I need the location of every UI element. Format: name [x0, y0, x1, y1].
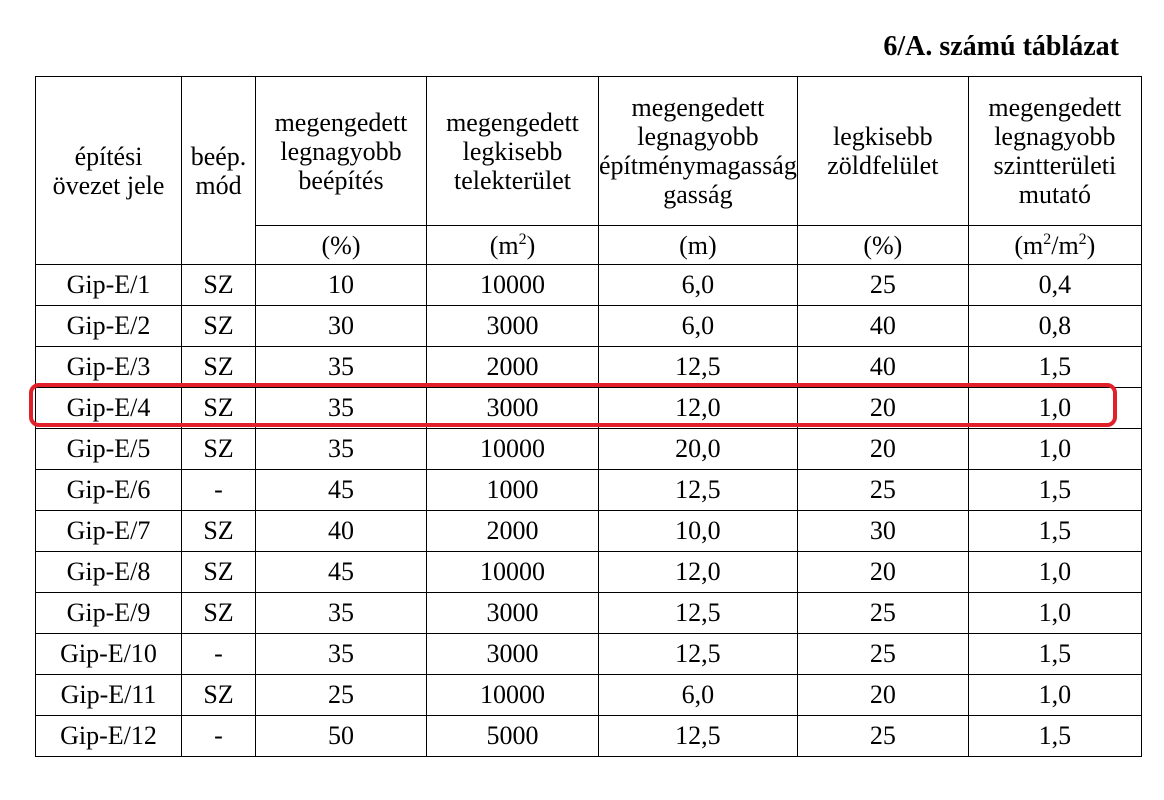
table-row [36, 675, 1142, 716]
cell-min-plot-area: 2000 [427, 347, 599, 388]
cell-zone-code: Gip-E/8 [36, 552, 182, 593]
cell-min-green-area: 25 [797, 470, 968, 511]
cell-floor-area-ratio: 0,4 [968, 265, 1141, 306]
cell-max-coverage: 10 [256, 265, 427, 306]
table-row [36, 552, 1142, 593]
cell-zone-code: Gip-E/10 [36, 634, 182, 675]
cell-building-mode: SZ [182, 265, 256, 306]
cell-min-plot-area: 10000 [427, 265, 599, 306]
cell-min-green-area: 20 [797, 388, 968, 429]
header-zone-code: építési övezet jele [36, 77, 182, 265]
cell-min-green-area: 40 [797, 347, 968, 388]
cell-min-green-area: 25 [797, 593, 968, 634]
cell-max-coverage: 30 [256, 306, 427, 347]
cell-zone-code: Gip-E/7 [36, 511, 182, 552]
cell-min-plot-area: 10000 [427, 675, 599, 716]
table-row [36, 511, 1142, 552]
cell-min-plot-area: 3000 [427, 306, 599, 347]
cell-floor-area-ratio: 1,5 [968, 716, 1141, 757]
cell-max-height: 12,5 [599, 716, 798, 757]
cell-max-coverage: 35 [256, 347, 427, 388]
cell-max-coverage: 35 [256, 388, 427, 429]
cell-max-height: 12,5 [599, 347, 798, 388]
cell-zone-code: Gip-E/9 [36, 593, 182, 634]
cell-building-mode: SZ [182, 306, 256, 347]
cell-min-plot-area: 2000 [427, 511, 599, 552]
cell-floor-area-ratio: 0,8 [968, 306, 1141, 347]
cell-zone-code: Gip-E/6 [36, 470, 182, 511]
cell-floor-area-ratio: 1,5 [968, 347, 1141, 388]
cell-zone-code: Gip-E/11 [36, 675, 182, 716]
cell-max-coverage: 35 [256, 634, 427, 675]
cell-building-mode: SZ [182, 675, 256, 716]
cell-min-green-area: 25 [797, 716, 968, 757]
cell-max-height: 12,0 [599, 552, 798, 593]
unit-percent-green: (%) [797, 226, 968, 265]
table-row [36, 716, 1142, 757]
cell-max-coverage: 50 [256, 716, 427, 757]
cell-building-mode: SZ [182, 552, 256, 593]
cell-max-height: 12,5 [599, 634, 798, 675]
cell-max-coverage: 45 [256, 470, 427, 511]
cell-building-mode: SZ [182, 593, 256, 634]
cell-zone-code: Gip-E/12 [36, 716, 182, 757]
table-row [36, 470, 1142, 511]
header-row [36, 77, 1142, 226]
highlight-box [29, 383, 1117, 427]
cell-zone-code: Gip-E/1 [36, 265, 182, 306]
cell-min-green-area: 25 [797, 634, 968, 675]
cell-min-green-area: 20 [797, 675, 968, 716]
cell-min-green-area: 25 [797, 265, 968, 306]
header-min-green-area: legkisebb zöldfelület [797, 77, 968, 226]
cell-min-green-area: 40 [797, 306, 968, 347]
table-row [36, 347, 1142, 388]
cell-building-mode: - [182, 716, 256, 757]
header-building-mode: beép. mód [182, 77, 256, 265]
cell-max-height: 20,0 [599, 429, 798, 470]
table-row [36, 593, 1142, 634]
header-max-coverage: megengedett legnagyobb beépítés [256, 77, 427, 226]
cell-min-plot-area: 5000 [427, 716, 599, 757]
cell-floor-area-ratio: 1,0 [968, 388, 1141, 429]
table-row [36, 306, 1142, 347]
unit-percent-coverage: (%) [256, 226, 427, 265]
cell-building-mode: - [182, 634, 256, 675]
cell-max-coverage: 35 [256, 429, 427, 470]
cell-building-mode: SZ [182, 388, 256, 429]
header-min-plot-area: megengedett legkisebb telekterület [427, 77, 599, 226]
table-row [36, 429, 1142, 470]
cell-floor-area-ratio: 1,5 [968, 470, 1141, 511]
cell-min-plot-area: 3000 [427, 593, 599, 634]
cell-floor-area-ratio: 1,0 [968, 552, 1141, 593]
cell-floor-area-ratio: 1,0 [968, 593, 1141, 634]
table-row [36, 634, 1142, 675]
cell-min-plot-area: 3000 [427, 388, 599, 429]
cell-max-height: 6,0 [599, 265, 798, 306]
cell-min-plot-area: 10000 [427, 552, 599, 593]
header-max-floor-area-ratio: megengedett legnagyobb szintterületi mutató [968, 77, 1141, 226]
cell-max-height: 10,0 [599, 511, 798, 552]
header-max-building-height: megengedett legnagyobb építménymagasság gasság [599, 77, 798, 226]
unit-meter: (m) [599, 226, 798, 265]
cell-min-plot-area: 10000 [427, 429, 599, 470]
cell-zone-code: Gip-E/4 [36, 388, 182, 429]
cell-max-height: 12,5 [599, 593, 798, 634]
cell-max-height: 12,0 [599, 388, 798, 429]
cell-max-coverage: 35 [256, 593, 427, 634]
cell-building-mode: - [182, 470, 256, 511]
cell-zone-code: Gip-E/2 [36, 306, 182, 347]
cell-max-coverage: 45 [256, 552, 427, 593]
cell-zone-code: Gip-E/5 [36, 429, 182, 470]
cell-min-plot-area: 1000 [427, 470, 599, 511]
cell-max-height: 12,5 [599, 470, 798, 511]
cell-max-height: 6,0 [599, 306, 798, 347]
cell-floor-area-ratio: 1,0 [968, 675, 1141, 716]
table-row [36, 265, 1142, 306]
cell-min-plot-area: 3000 [427, 634, 599, 675]
table-caption: 6/A. számú táblázat [883, 31, 1119, 62]
cell-min-green-area: 30 [797, 511, 968, 552]
cell-max-height: 6,0 [599, 675, 798, 716]
unit-square-meter: $(m^2)$ [427, 226, 599, 265]
cell-zone-code: Gip-E/3 [36, 347, 182, 388]
cell-floor-area-ratio: 1,5 [968, 511, 1141, 552]
cell-floor-area-ratio: 1,0 [968, 429, 1141, 470]
cell-floor-area-ratio: 1,5 [968, 634, 1141, 675]
cell-max-coverage: 40 [256, 511, 427, 552]
cell-max-coverage: 25 [256, 675, 427, 716]
unit-ratio: $(m^2/m^2)$ [968, 226, 1141, 265]
cell-building-mode: SZ [182, 347, 256, 388]
cell-building-mode: SZ [182, 429, 256, 470]
cell-building-mode: SZ [182, 511, 256, 552]
cell-min-green-area: 20 [797, 429, 968, 470]
cell-min-green-area: 20 [797, 552, 968, 593]
